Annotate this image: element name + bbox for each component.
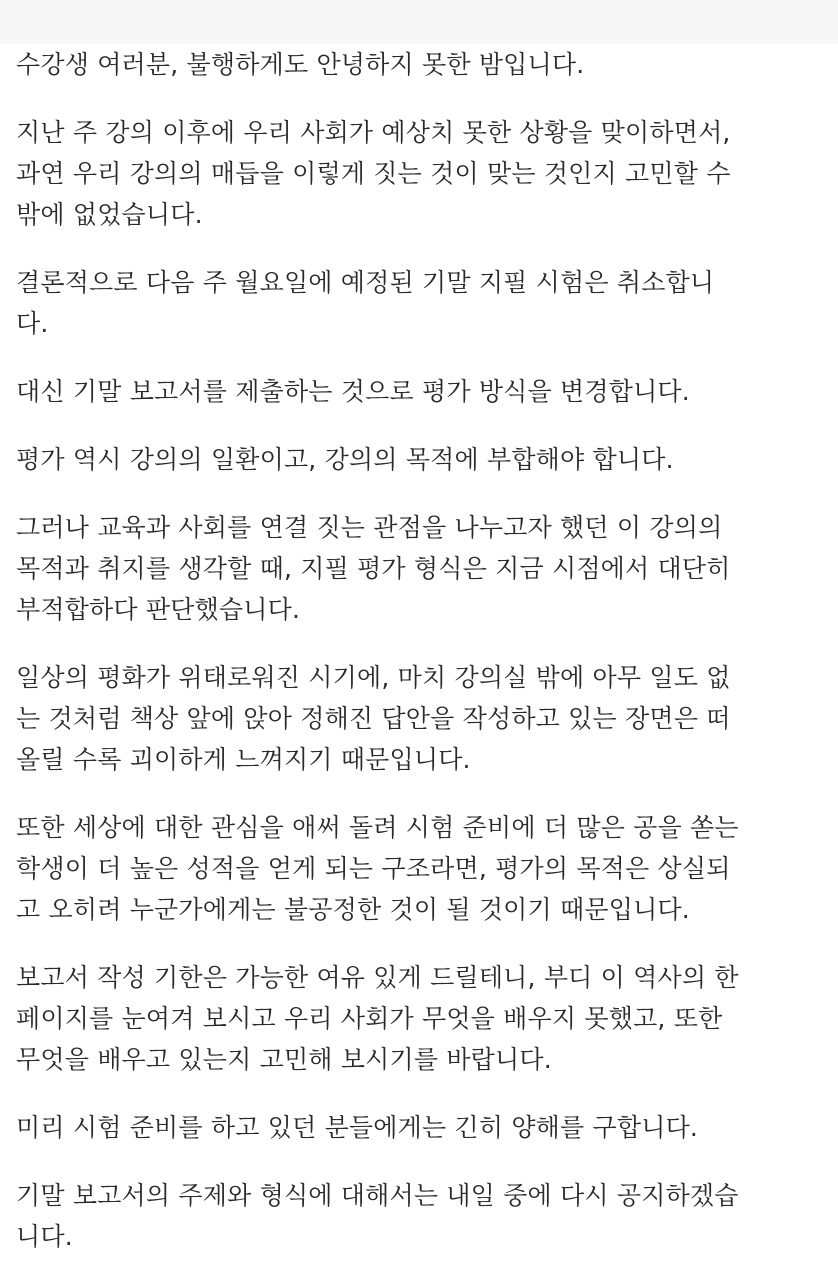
text-line: 대신 기말 보고서를 제출하는 것으로 평가 방식을 변경합니다.: [16, 377, 690, 406]
text-line: 페이지를 눈여겨 보시고 우리 사회가 무엇을 배우지 못했고, 또한: [16, 1004, 723, 1033]
top-strip: [0, 0, 838, 44]
text-line: 미리 시험 준비를 하고 있던 분들에게는 긴히 양해를 구합니다.: [16, 1113, 699, 1142]
text-line: 고 오히려 누군가에게는 불공정한 것이 될 것이기 때문입니다.: [16, 895, 690, 924]
text-line: 수강생 여러분, 불행하게도 안녕하지 못한 밤입니다.: [16, 50, 585, 79]
text-line: 니다.: [16, 1222, 73, 1251]
paragraph-2: [16, 112, 824, 235]
text-line: 무엇을 배우고 있는지 고민해 보시기를 바랍니다.: [16, 1045, 552, 1074]
paragraph-9: [16, 957, 824, 1080]
paragraph-7: [16, 657, 824, 780]
text-line: 평가 역시 강의의 일환이고, 강의의 목적에 부합해야 합니다.: [16, 445, 674, 474]
text-line: 는 것처럼 책상 앞에 앉아 정해진 답안을 작성하고 있는 장면은 떠: [16, 704, 731, 733]
paragraph-3: [16, 262, 824, 344]
text-line: 결론적으로 다음 주 월요일에 예정된 기말 지필 시험은 취소합니: [16, 268, 715, 297]
paragraph-10: [16, 1107, 824, 1148]
text-line: 보고서 작성 기한은 가능한 여유 있게 드릴테니, 부디 이 역사의 한: [16, 963, 739, 992]
paragraph-11: [16, 1175, 824, 1257]
notice-body: [16, 44, 824, 1284]
text-line: 일상의 평화가 위태로워진 시기에, 마치 강의실 밖에 아무 일도 없: [16, 663, 731, 692]
text-line: 기말 보고서의 주제와 형식에 대해서는 내일 중에 다시 공지하겠습: [16, 1181, 739, 1210]
text-line: 올릴 수록 괴이하게 느껴지기 때문입니다.: [16, 745, 471, 774]
text-line: 밖에 없었습니다.: [16, 200, 203, 229]
paragraph-5: [16, 439, 824, 480]
text-line: 학생이 더 높은 성적을 얻게 되는 구조라면, 평가의 목적은 상실되: [16, 854, 731, 883]
text-line: 그러나 교육과 사회를 연결 짓는 관점을 나누고자 했던 이 강의의: [16, 513, 723, 542]
text-line: 부적합하다 판단했습니다.: [16, 595, 301, 624]
paragraph-8: [16, 807, 824, 930]
text-line: 목적과 취지를 생각할 때, 지필 평가 형식은 지금 시점에서 대단히: [16, 554, 731, 583]
text-line: 지난 주 강의 이후에 우리 사회가 예상치 못한 상황을 맞이하면서,: [16, 118, 731, 147]
text-line: 다.: [16, 309, 49, 338]
text-line: 또한 세상에 대한 관심을 애써 돌려 시험 준비에 더 많은 공을 쏟는: [16, 813, 739, 842]
paragraph-1: [16, 44, 824, 85]
paragraph-4: [16, 371, 824, 412]
paragraph-6: [16, 507, 824, 630]
text-line: 과연 우리 강의의 매듭을 이렇게 짓는 것이 맞는 것인지 고민할 수: [16, 159, 731, 188]
